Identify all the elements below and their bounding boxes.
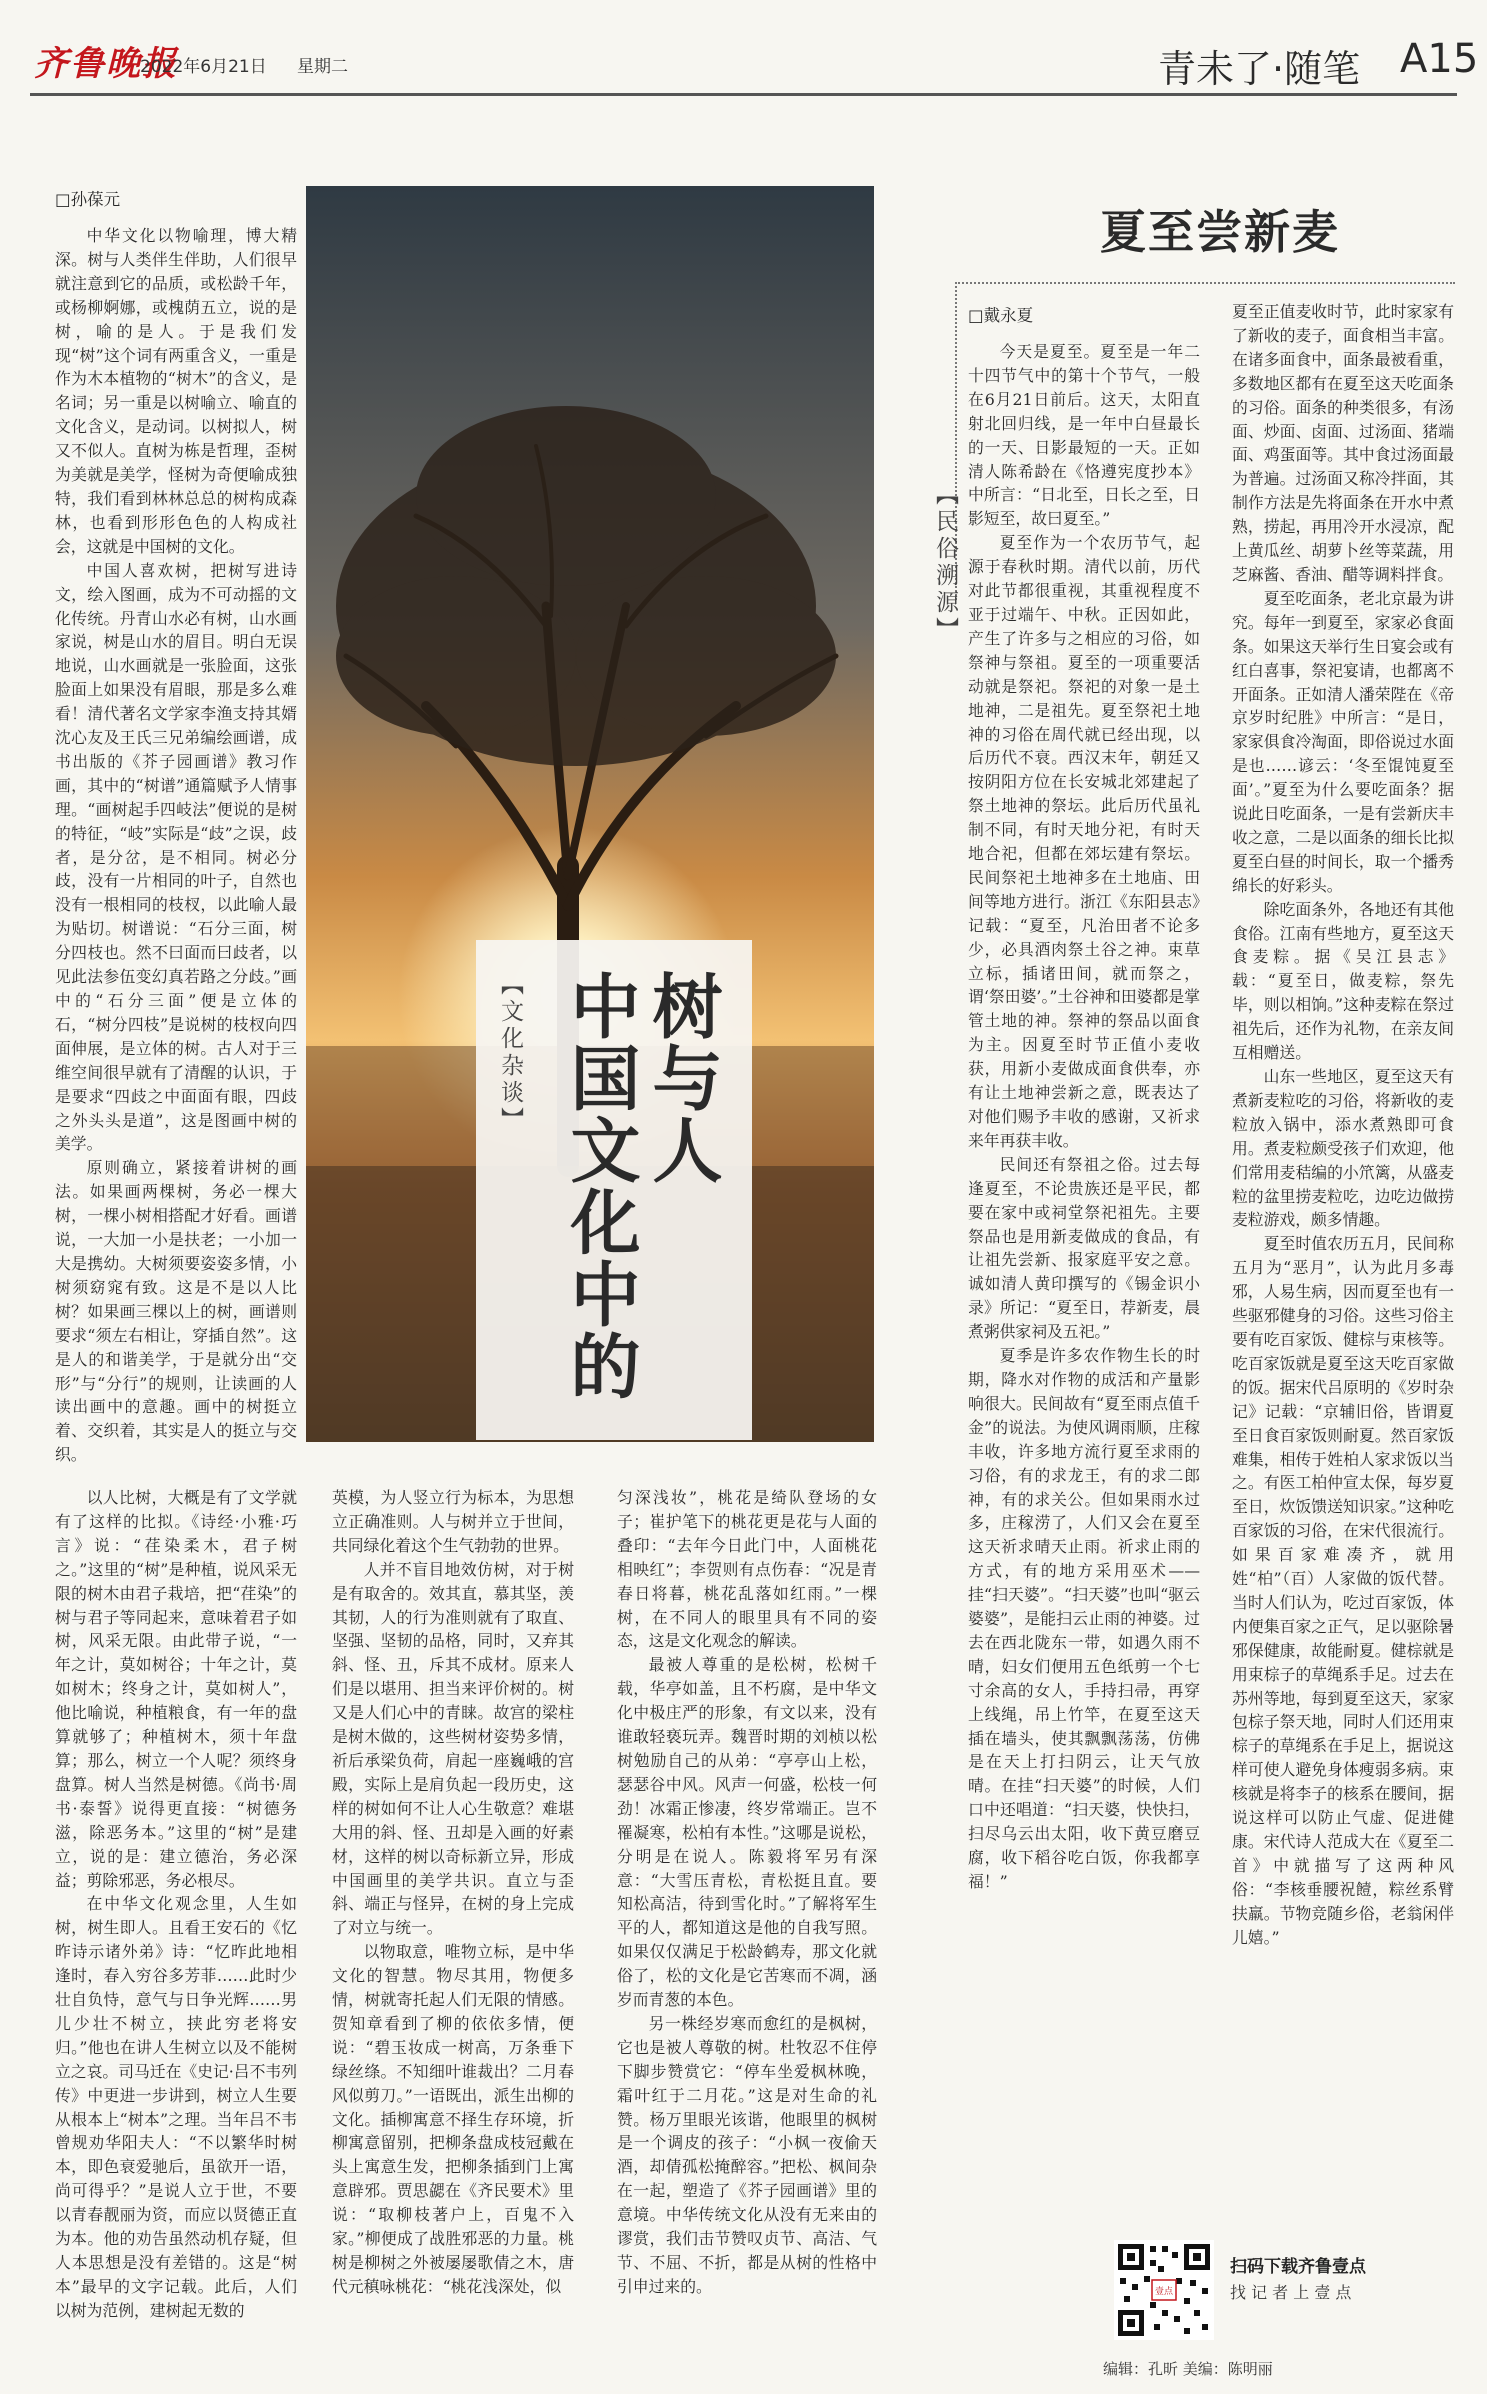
paragraph: 夏季是许多农作物生长的时期，降水对作物的成活和产量影响很大。民间故有“夏至雨点值千金”的说法。为使风调雨顺，庄稼丰收，许多地方流行夏至求雨的习俗，有的求龙王，有的求二郎神，有的求关公。但如果雨水过多，庄稼涝了，人们又会在夏至这天祈求晴天止雨。祈求止雨的方式，有的地方采用巫术——挂“扫天婆”。“扫天婆”也叫“驱云婆婆”，是能扫云止雨的神婆。过去在西北陇东一带，如遇久雨不晴，妇女们便用五色纸剪一个七寸余高的女人，手持扫帚，再穿上线绳，吊上竹竿，在夏至这天插在墙头，使其飘飘荡荡，仿佛是在天上打扫阴云，让天气放晴。在挂“扫天婆”的时候，人们口中还唱道：“扫天婆，快快扫，扫尽乌云出太阳，收下黄豆磨豆腐，收下稻谷吃白饭，你我都享福！” <box>968 1346 1200 1891</box>
right-article-column-1 <box>968 340 1200 1894</box>
newspaper-logo: 齐鲁晚报 <box>34 44 178 84</box>
paragraph: 人并不盲目地效仿树，对于树是有取舍的。效其直，慕其坚，羡其韧，人的行为准则就有了取直、坚强、坚韧的品格，同时，又弃其斜、怪、丑，斥其不成材。原来人们是以堪用、担当来评价树的。树又是人们心中的青睐。故宫的梁柱是树木做的，这些树材姿势多情，祈后承梁负荷，肩起一座巍峨的宫殿，实际上是肩负起一段历史，这样的树如何不让人心生敬意？难堪大用的斜、怪、丑却是入画的好素材，这样的树以奇标新立异，形成中国画里的美学共识。直立与歪斜、端正与怪异，在树的身上完成了对立与统一。 <box>332 1559 574 1938</box>
left-article-column-1 <box>55 224 297 1467</box>
paragraph: 英模，为人竖立行为标本，为思想立正确准则。人与树并立于世间，共同绿化着这个生气勃勃的世界。 <box>332 1488 574 1555</box>
paragraph: 在中华文化观念里，人生如树，树生即人。且看王安石的《忆昨诗示诸外弟》诗：“忆昨此地相逢时，春入穷谷多芳菲……此时少壮自负恃，意气与日争光辉……男儿少壮不树立，挟此穷老将安归。”他也在讲人生树立以及不能树立之哀。司马迁在《史记·吕不韦列传》中更进一步讲到，树立人生要从根本上“树本”之理。当年吕不韦曾规劝华阳夫人：“不以繁华时树本，即色衰爱驰后，虽欲开一语，尚可得乎？”是说人立于世，不要以青春靓丽为资，而应以贤德正直为本。他的劝告虽然动机存疑，但人本思想是没有差错的。这是“树本”最早的文字记载。此后，人们以树为范例，建树起无数的 <box>55 1894 297 2320</box>
paragraph: 今天是夏至。夏至是一年二十四节气中的第十个节气，一般在6月21日前后。这天，太阳直射北回归线，是一年中白昼最长的一天、日影最短的一天。正如清人陈希龄在《恪遵宪度抄本》中所言：“日北至，日长之至，日影短至，故曰夏至。” <box>968 342 1200 529</box>
paragraph: 夏至作为一个农历节气，起源于春秋时期。清代以前，历代对此节都很重视，其重视程度不亚于过端午、中秋。正因如此，产生了许多与之相应的习俗，如祭神与祭祖。夏至的一项重要活动就是祭祀。祭祀的对象一是土地神，二是祖先。夏至祭祀土地神的习俗在周代就已经出现，以后历代不衰。西汉末年，朝廷又按阴阳方位在长安城北郊建起了祭土地神的祭坛。此后历代虽礼制不同，有时天地分祀，有时天地合祀，但都在郊坛建有祭坛。民间祭祀土地神多在土地庙、田间等地方进行。浙江《东阳县志》记载：“夏至，凡治田者不论多少，必具酒肉祭土谷之神。束草立标，插诸田间，就而祭之，谓‘祭田婆’。”土谷神和田婆都是掌管土地的神。祭神的祭品以面食为主。因夏至时节正值小麦收获，用新小麦做成面食供奉，亦有让土地神尝新之意，既表达了对他们赐予丰收的感谢，又祈求来年再获丰收。 <box>968 533 1200 1150</box>
page-number: A15 <box>1400 36 1479 82</box>
paragraph: 民间还有祭祖之俗。过去每逢夏至，不论贵族还是平民，都要在家中或祠堂祭祀祖先。主要祭品也是用新麦做成的食品，有让祖先尝新、报家庭平安之意。诚如清人黄印撰写的《锡金识小录》所记：“夏至日，荐新麦，晨煮粥供家祠及五祀。” <box>968 1154 1200 1342</box>
issue-weekday: 星期二 <box>297 57 348 77</box>
right-article-column-2 <box>1232 300 1454 1950</box>
section-name: 青未了·随笔 <box>1158 47 1361 91</box>
qr-caption: 扫码下载齐鲁壹点 <box>1230 2257 1366 2277</box>
qr-logo: 壹点 <box>1154 2287 1174 2297</box>
paragraph: 夏至吃面条，老北京最为讲究。每年一到夏至，家家必食面条。如果这天举行生日宴会或有红白喜事，祭祀宴请，也都离不开面条。正如清人潘荣陛在《帝京岁时纪胜》中所言：“是日，家家俱食冷淘面，即俗说过水面是也……谚云：‘冬至馄饨夏至面’。”夏至为什么要吃面条？据说此日吃面条，一是有尝新庆丰收之意，二是以面条的细长比拟夏至白昼的时间长，取一个播秀绵长的好彩头。 <box>1232 588 1454 895</box>
left-article-byline: □孙葆元 <box>55 190 121 209</box>
left-article-column-3 <box>617 1486 877 2299</box>
right-article-title: 夏至尝新麦 <box>1100 205 1340 259</box>
editor-credits: 编辑：孔昕 美编：陈明丽 <box>1103 2360 1273 2378</box>
masthead-rule <box>30 93 1457 96</box>
left-article-column-tag: 【文化杂谈】 <box>497 972 523 1134</box>
paragraph: 山东一些地区，夏至这天有煮新麦粒吃的习俗，将新收的麦粒放入锅中，添水煮熟即可食用。煮麦粒颇受孩子们欢迎，他们常用麦秸编的小笊篱，从盛麦粒的盆里捞麦粒吃，边吃边做捞麦粒游戏，颇多情趣。 <box>1232 1067 1454 1230</box>
left-article-title-line2: 中国文化中的 <box>559 970 641 1402</box>
left-article-title-line1: 树与人 <box>641 970 723 1186</box>
right-article-byline: □戴永夏 <box>968 306 1034 325</box>
issue-date: 2022年6月21日 <box>140 57 267 77</box>
paragraph: 夏至正值麦收时节，此时家家有了新收的麦子，面食相当丰富。在诸多面食中，面条最被看重，多数地区都有在夏至这天吃面条的习俗。面条的种类很多，有汤面、炒面、卤面、过汤面、猪端面、鸡蛋面等。其中食过汤面最为普遍。过汤面又称冷拌面，其制作方法是先将面条在开水中煮熟，捞起，再用冷开水浸凉，配上黄瓜丝、胡萝卜丝等菜蔬，用芝麻酱、香油、醋等调料拌食。 <box>1232 302 1454 584</box>
paragraph: 夏至时值农历五月，民间称五月为“恶月”，认为此月多毒邪，人易生病，因而夏至也有一些驱邪健身的习俗。这些习俗主要有吃百家饭、健棕与束核等。吃百家饭就是夏至这天吃百家做的饭。据宋代吕原明的《岁时杂记》记载：“京辅旧俗，皆谓夏至日食百家饭则耐夏。然百家饭难集，相传于姓柏人家求饭以当之。有医工柏仲宣太保，每岁夏至日，炊饭馈送知识家。”这种吃百家饭的习俗，在宋代很流行。如果百家难凑齐，就用姓“柏”（百）人家做的饭代替。当时人们认为，吃过百家饭，体内便集百家之正气，足以驱除暑邪保健康，故能耐夏。健棕就是用束棕子的草绳系手足。过去在苏州等地，每到夏至这天，家家包棕子祭天地，同时人们还用束棕子的草绳系在手足上，据说这样可使人避免身体瘦弱多病。束核就是将李子的核系在腰间，据说这样可以防止气虚、促进健康。宋代诗人范成大在《夏至二首》中就描写了这两种风俗：“李核垂腰祝饐，粽丝系臂扶羸。节物竞随乡俗，老翁闲伴儿嬉。” <box>1232 1234 1454 1947</box>
paragraph: 原则确立，紧接着讲树的画法。如果画两棵树，务必一棵大树，一棵小树相搭配才好看。画谱说，一大加一小是扶老；一小加一大是携幼。大树须要姿姿多情，小树须窈窕有致。这是不是以人比树？如果画三棵以上的树，画谱则要求“须左右相让，穿插自然”。这是人的和谐美学，于是就分出“交形”与“分行”的规则，让读画的人读出画中的意趣。画中的树挺立着、交织着，其实是人的挺立与交织。 <box>55 1158 297 1465</box>
right-article-column-tag: 【民俗溯源】 <box>932 482 958 644</box>
paragraph: 以物取意，唯物立标，是中华文化的智慧。物尽其用，物便多情，树就寄托起人们无限的情感。贺知章看到了柳的依依多情，便说：“碧玉妆成一树高，万条垂下绿丝绦。不知细叶谁裁出？二月春风似剪刀。”一语既出，派生出柳的文化。插柳寓意不择生存环境，折柳寓意留别，把柳条盘成枝冠戴在头上寓意生发，把柳条插到门上寓意辟邪。贾思勰在《齐民要术》里说：“取柳枝著户上，百鬼不入家。”柳便成了战胜邪恶的力量。桃树是柳树之外被屡屡歌倩之木，唐代元稹咏桃花：“桃花浅深处，似 <box>332 1942 574 2296</box>
left-article-column-1-bottom <box>55 1486 297 2323</box>
left-article-column-2 <box>332 1486 574 2299</box>
dotted-frame-top <box>955 282 1455 284</box>
qr-subcaption: 找 记 者 上 壹 点 <box>1230 2283 1352 2302</box>
paragraph: 匀深浅妆”，桃花是绮队登场的女子；崔护笔下的桃花更是花与人面的叠印：“去年今日此门中，人面桃花相映红”；李贺则有点伤春：“况是青春日将暮，桃花乱落如红雨。”一棵树，在不同人的眼里具有不同的姿态，这是文化观念的解读。 <box>617 1488 877 1651</box>
paragraph: 以人比树，大概是有了文学就有了这样的比拟。《诗经·小雅·巧言》说：“荏染柔木，君子树之。”这里的“树”是种植，说风采无限的树木由君子栽培，把“荏染”的树与君子等同起来，意味着君子如树，风采无限。由此带子说，“一年之计，莫如树谷；十年之计，莫如树木；终身之计，莫如树人”，他比喻说，种植粮食，有一年的盘算就够了；种植树木，须十年盘算；那么，树立一个人呢？须终身盘算。树人当然是树德。《尚书·周书·泰誓》说得更直接：“树德务滋，除恶务本。”这里的“树”是建立，说的是：建立德治，务必深益；剪除邪恶，务必根尽。 <box>55 1488 297 1890</box>
masthead <box>0 0 1487 95</box>
paragraph: 除吃面条外，各地还有其他食俗。江南有些地方，夏至这天食麦粽。据《吴江县志》载：“夏至日，做麦粽，祭先毕，则以相饷。”这种麦粽在祭过祖先后，还作为礼物，在亲友间互相赠送。 <box>1232 899 1454 1063</box>
paragraph: 另一株经岁寒而愈红的是枫树，它也是被人尊敬的树。杜牧忍不住停下脚步赞赏它：“停车坐爱枫林晚，霜叶红于二月花。”这是对生命的礼赞。杨万里眼光该谐，他眼里的枫树是一个调皮的孩子：“小枫一夜偷天酒，却倩孤松掩醉容。”把松、枫间杂在一起，塑造了《芥子园画谱》里的意境。中华传统文化从没有无来由的谬赏，我们击节赞叹贞节、高洁、气节、不屈、不折，都是从树的性格中引申过来的。 <box>617 2013 877 2296</box>
qr-code[interactable] <box>1114 2240 1214 2340</box>
paragraph: 中华文化以物喻理，博大精深。树与人类伴生伴助，人们很早就注意到它的品质，或松龄千年，或杨柳婀娜，或槐荫五立，说的是树，喻的是人。于是我们发现“树”这个词有两重含义，一重是作为木本植物的“树木”的含义，是名词；另一重是以树喻立、喻直的文化含义，是动词。以树拟人，树又不似人。直树为栋是哲理，歪树为美就是美学，怪树为奇便喻成独特，我们看到林林总总的树构成森林，也看到形形色色的人构成社会，这就是中国树的文化。 <box>55 226 297 556</box>
paragraph: 最被人尊重的是松树，松树千载，华亭如盖，且不朽腐，是中华文化中极庄严的形象，有文以来，没有谁敢轻亵玩弄。魏晋时期的刘桢以松树勉励自己的从弟：“亭亭山上松，瑟瑟谷中风。风声一何盛，松枝一何劲！冰霜正惨凄，终岁常端正。岂不罹凝寒，松柏有本性。”这哪是说松，分明是在说人。陈毅将军另有深意：“大雪压青松，青松挺且直。要知松高洁，待到雪化时。”了解将军生平的人，都知道这是他的自我写照。如果仅仅满足于松龄鹤寿，那文化就俗了，松的文化是它苦寒而不凋，涵岁而青葱的本色。 <box>617 1655 877 2010</box>
paragraph: 中国人喜欢树，把树写进诗文，绘入图画，成为不可动摇的文化传统。丹青山水必有树，山水画家说，树是山水的眉目。明白无误地说，山水画就是一张脸面，这张脸面上如果没有眉眼，那是多么难看！清代著名文学家李渔支持其婿沈心友及王氏三兄弟编绘画谱，成书出版的《芥子园画谱》教习作画，其中的“树谱”通篇赋予人情事理。“画树起手四岐法”便说的是树的特征，“岐”实际是“歧”之误，歧者，是分岔，是不相同。树必分歧，没有一片相同的叶子，自然也没有一根相同的枝杈，以此喻人最为贴切。树谱说：“石分三面，树分四枝也。然不曰面而曰歧者，以见此法参伍变幻真若路之分歧。”画中的“石分三面”便是立体的石，“树分四枝”是说树的枝杈向四面伸展，是立体的树。古人对于三维空间很早就有了清醒的认识，于是要求“四歧之中面面有眼，四歧之外头头是道”，这是图画中树的美学。 <box>55 560 297 1154</box>
